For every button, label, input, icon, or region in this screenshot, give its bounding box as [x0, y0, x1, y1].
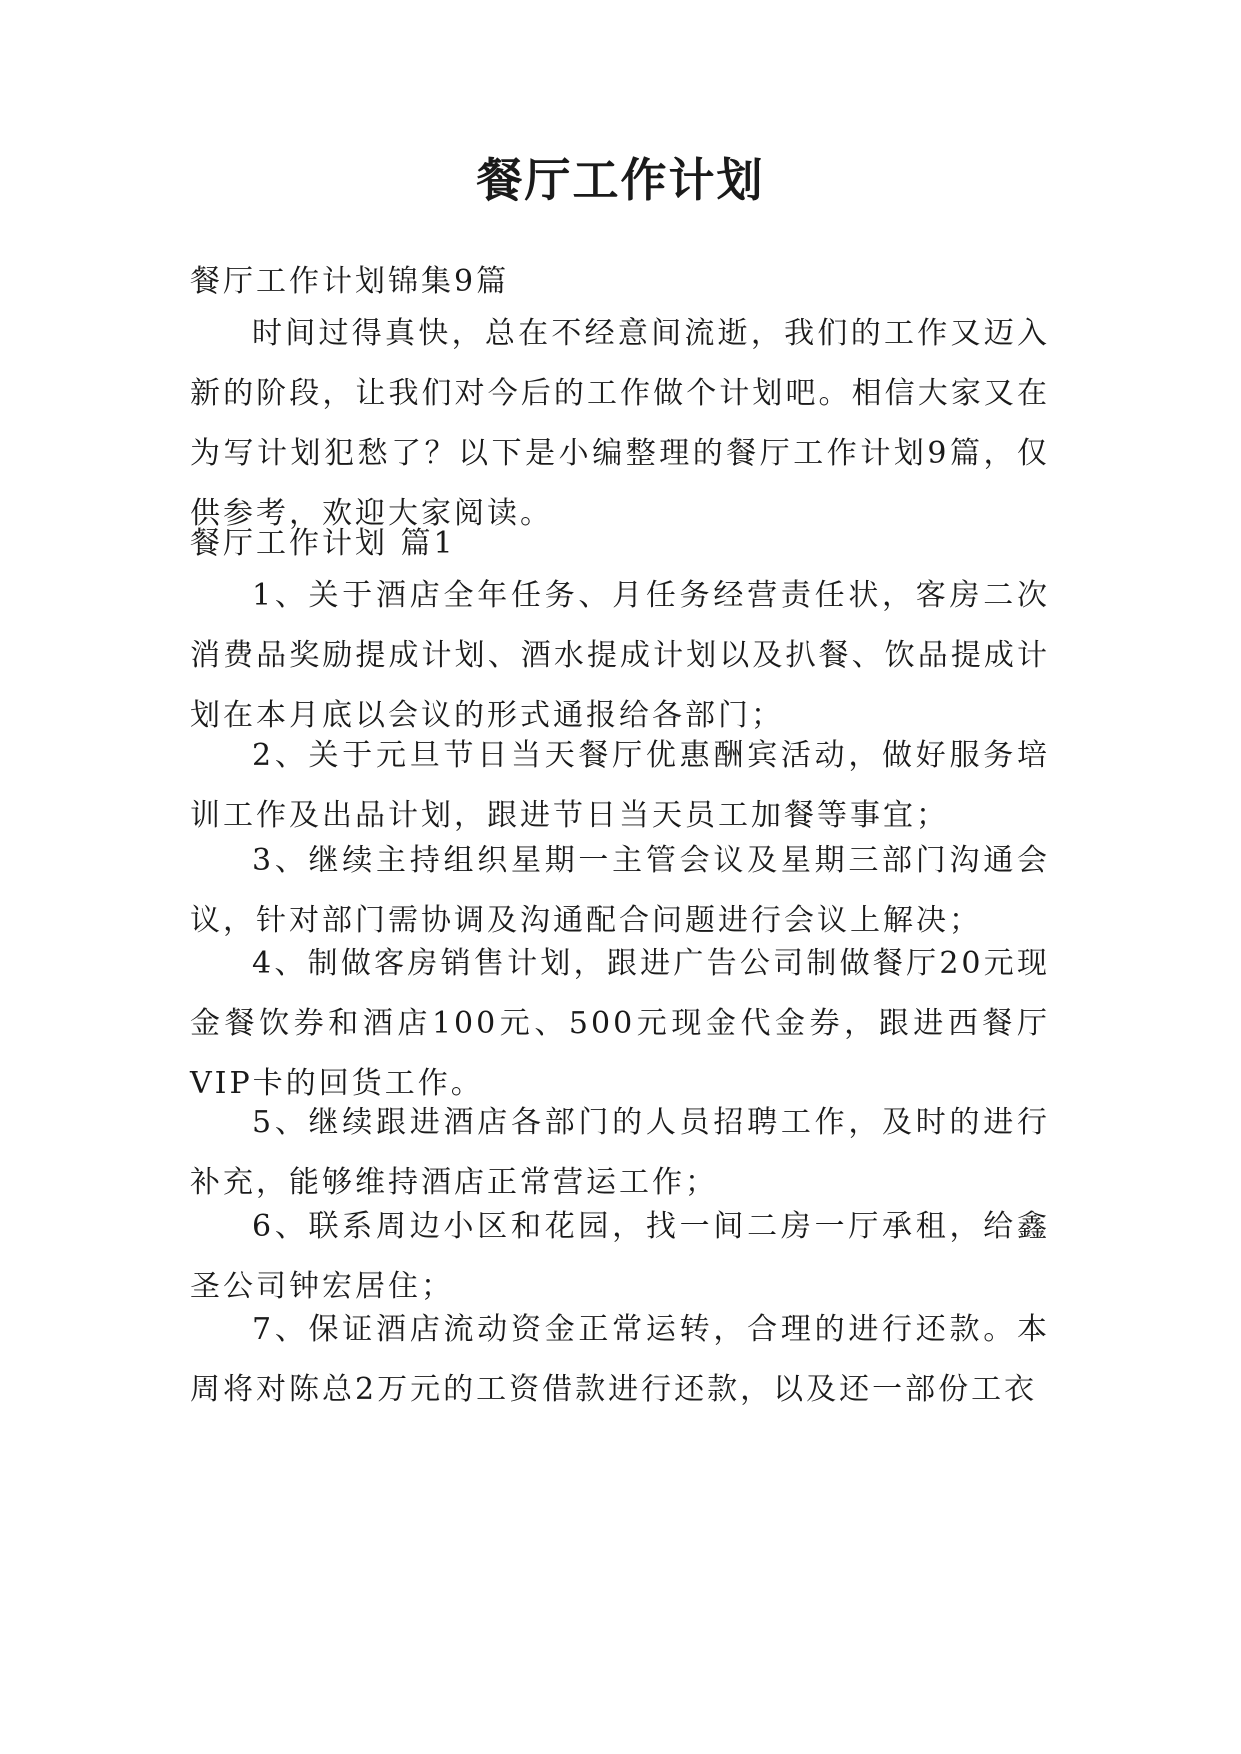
document-title: 餐厅工作计划 — [476, 153, 765, 207]
list-item: 2、关于元旦节日当天餐厅优惠酬宾活动，做好服务培训工作及出品计划，跟进节日当天员工加餐等事宜； — [190, 738, 1050, 833]
list-item: 1、关于酒店全年任务、月任务经营责任状，客房二次消费品奖励提成计划、酒水提成计划以及扒餐、饮品提成计划在本月底以会议的形式通报给各部门； — [190, 578, 1050, 733]
list-item: 7、保证酒店流动资金正常运转，合理的进行还款。本周将对陈总2万元的工资借款进行还款，以及还一部份工衣 — [190, 1312, 1050, 1407]
document-subtitle: 餐厅工作计划锦集9篇 — [190, 264, 510, 299]
list-item: 3、继续主持组织星期一主管会议及星期三部门沟通会议，针对部门需协调及沟通配合问题进行会议上解决； — [190, 843, 1050, 938]
list-item: 4、制做客房销售计划，跟进广告公司制做餐厅20元现金餐饮券和酒店100元、500元现金代金券，跟进西餐厅VIP卡的回货工作。 — [190, 946, 1050, 1101]
list-item: 5、继续跟进酒店各部门的人员招聘工作，及时的进行补充，能够维持酒店正常营运工作； — [190, 1105, 1050, 1200]
intro-paragraph: 时间过得真快，总在不经意间流逝，我们的工作又迈入新的阶段，让我们对今后的工作做个计划吧。相信大家又在为写计划犯愁了？以下是小编整理的餐厅工作计划9篇，仅供参考，欢迎大家阅读。 — [190, 316, 1050, 531]
section-heading: 餐厅工作计划 篇1 — [190, 526, 456, 561]
list-item: 6、联系周边小区和花园，找一间二房一厅承租，给鑫圣公司钟宏居住； — [190, 1209, 1050, 1304]
